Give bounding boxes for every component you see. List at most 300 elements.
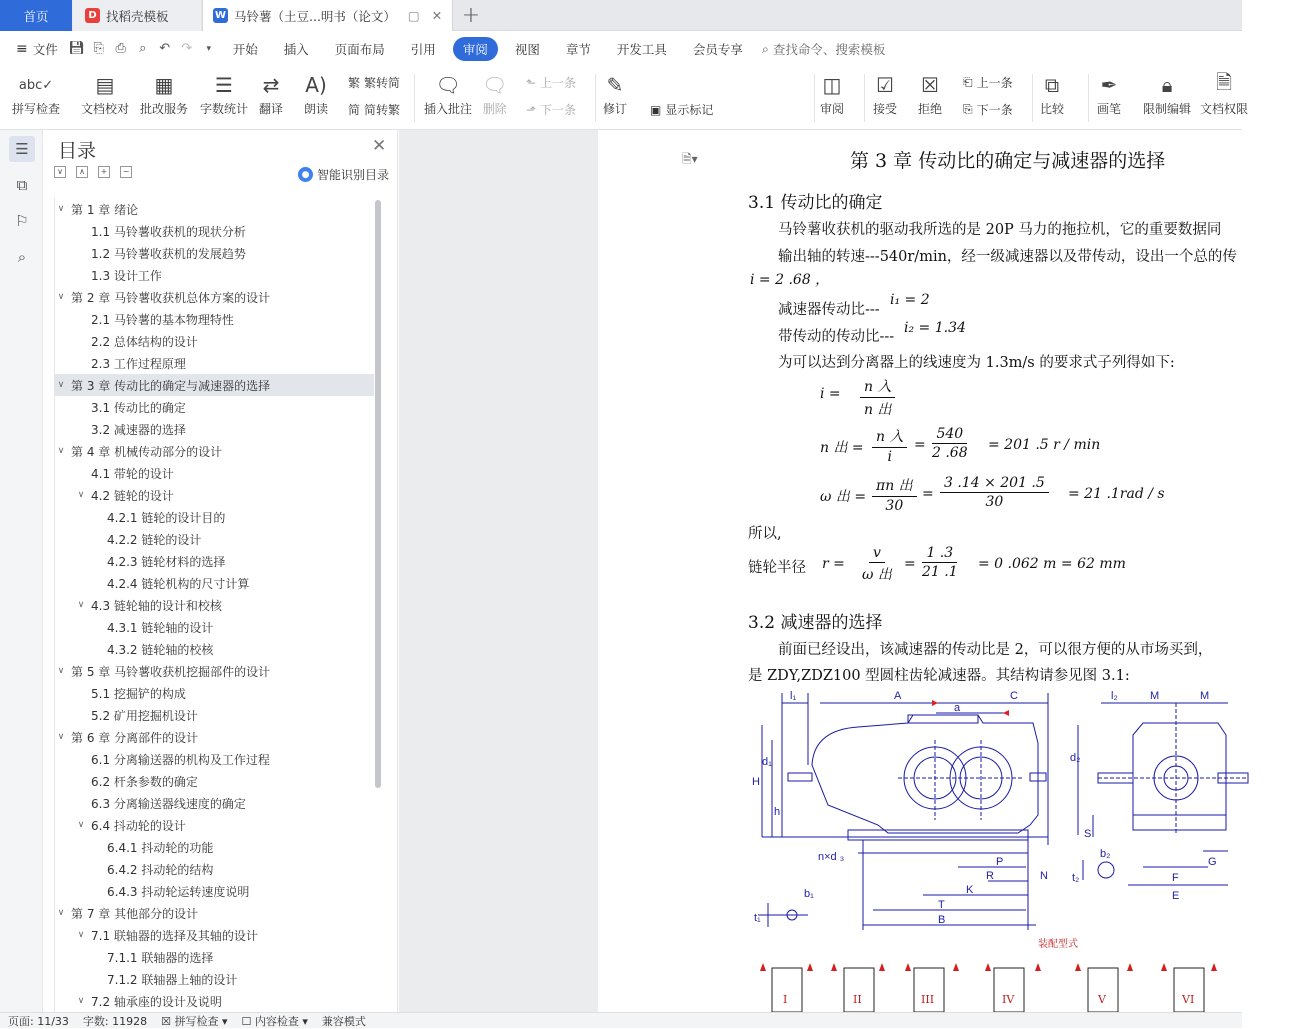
dim-F: F bbox=[1172, 872, 1179, 884]
dim-t1: t₁ bbox=[754, 912, 761, 924]
prev-comment-button[interactable] bbox=[526, 74, 576, 91]
chevron-down-icon[interactable]: ∨ bbox=[77, 820, 85, 830]
file-menu[interactable] bbox=[0, 40, 66, 58]
toc-item[interactable] bbox=[55, 462, 374, 484]
insert-comment-label: 插入批注 bbox=[424, 102, 473, 116]
batch-service-icon: ▦ bbox=[154, 73, 174, 97]
spell-check-button[interactable] bbox=[12, 70, 60, 117]
eq2-lhs: n 出 = bbox=[820, 440, 864, 456]
plus-icon: + bbox=[461, 3, 481, 28]
translate-label: 翻译 bbox=[259, 102, 284, 116]
toc-item-label: 第 4 章 机械传动部分的设计 bbox=[71, 444, 223, 459]
next-change-button[interactable] bbox=[963, 101, 1013, 118]
reject-label: 拒绝 bbox=[918, 102, 943, 116]
tab-template[interactable] bbox=[73, 0, 201, 31]
toc-item[interactable] bbox=[55, 352, 374, 374]
eq4-fraction bbox=[862, 545, 892, 584]
section-heading-3-1: 3.1 传动比的确定 bbox=[748, 193, 883, 213]
ribbon-divider bbox=[1032, 74, 1033, 122]
dim-G: G bbox=[1208, 856, 1217, 868]
toc-panel-icon[interactable]: ☰ bbox=[9, 136, 35, 162]
toc-item[interactable] bbox=[55, 528, 374, 550]
chevron-down-icon[interactable]: ∨ bbox=[77, 996, 85, 1006]
eq3-fraction bbox=[872, 475, 917, 514]
prev-change-button[interactable] bbox=[963, 74, 1013, 91]
show-markup-button[interactable] bbox=[650, 101, 713, 118]
nav-sidebar bbox=[0, 130, 43, 1012]
dim-K: K bbox=[966, 884, 974, 896]
toc-item[interactable] bbox=[55, 550, 374, 572]
dim-h: h bbox=[774, 806, 781, 818]
toc-item[interactable] bbox=[55, 374, 374, 396]
dim-S: S bbox=[1084, 828, 1092, 840]
pen-button[interactable] bbox=[1097, 70, 1121, 117]
checkbox-icon: ☐ bbox=[241, 1014, 255, 1028]
toc-item[interactable] bbox=[55, 682, 374, 704]
toc-item-label: 第 5 章 马铃薯收获机挖掘部件的设计 bbox=[71, 664, 271, 679]
toc-item[interactable] bbox=[55, 770, 374, 792]
redo-icon[interactable]: ↷ bbox=[181, 41, 193, 56]
toc-item[interactable] bbox=[55, 616, 374, 638]
chevron-down-icon[interactable]: ∨ bbox=[57, 908, 65, 918]
ribbon-divider bbox=[414, 74, 415, 122]
toc-item[interactable] bbox=[55, 814, 374, 836]
accept-label: 接受 bbox=[873, 102, 898, 116]
eq4-num: v bbox=[869, 545, 885, 563]
pen-label: 画笔 bbox=[1097, 102, 1122, 116]
dim-b1: b₁ bbox=[804, 888, 814, 900]
chapter-heading: 第 3 章 传动比的确定与减速器的选择 bbox=[850, 150, 1166, 172]
eq2-den: i bbox=[887, 449, 892, 465]
toc-item[interactable] bbox=[55, 198, 374, 220]
paragraph: 马铃薯收获机的驱动我所选的是 20P 马力的拖拉机，它的重要数据同 bbox=[778, 222, 1222, 238]
toc-item-label: 第 6 章 分离部件的设计 bbox=[71, 730, 199, 745]
toc-item-label: 6.4.2 抖动轮的结构 bbox=[107, 862, 214, 877]
eq3-fraction2 bbox=[940, 475, 1049, 510]
restrict-edit-button[interactable] bbox=[1143, 70, 1191, 117]
status-bar bbox=[0, 1012, 1242, 1028]
next-comment-label: 下一条 bbox=[540, 103, 577, 117]
toc-item[interactable] bbox=[55, 396, 374, 418]
chevron-down-icon[interactable]: ∨ bbox=[57, 380, 65, 390]
assembly-V: V bbox=[1098, 993, 1106, 1006]
toc-item[interactable] bbox=[55, 990, 374, 1012]
lock-icon: 🔒︎ bbox=[1161, 73, 1173, 97]
eq4-fraction2 bbox=[922, 545, 958, 580]
dim-b2: b₂ bbox=[1100, 848, 1111, 860]
translate-button[interactable] bbox=[259, 70, 283, 117]
accept-icon: ☑ bbox=[876, 73, 894, 97]
ribbon-divider bbox=[1088, 74, 1089, 122]
chevron-down-icon[interactable]: ∨ bbox=[77, 930, 85, 940]
toc-item-label: 4.2.2 链轮的设计 bbox=[107, 532, 202, 547]
page-indicator[interactable]: 页面: 11/33 bbox=[8, 1014, 69, 1028]
compare-label: 比较 bbox=[1040, 102, 1065, 116]
chevron-down-icon[interactable]: ∨ bbox=[57, 666, 65, 676]
toc-item-label: 7.1 联轴器的选择及其轴的设计 bbox=[91, 928, 258, 943]
tab-document[interactable] bbox=[202, 0, 453, 31]
toc-item-label: 2.1 马铃薯的基本物理特性 bbox=[91, 312, 234, 327]
toc-item-label: 4.2 链轮的设计 bbox=[91, 488, 174, 503]
print-preview-icon[interactable]: ⌕ bbox=[139, 41, 147, 56]
eq3-num2: 3 .14 × 201 .5 bbox=[940, 475, 1049, 493]
radius-label: 链轮半径 bbox=[748, 560, 806, 576]
track-changes-button[interactable] bbox=[603, 70, 627, 117]
search-icon: ⌕ bbox=[761, 40, 769, 56]
to-traditional-button[interactable] bbox=[348, 101, 400, 118]
toc-item[interactable] bbox=[55, 726, 374, 748]
reject-button[interactable] bbox=[918, 70, 942, 117]
reducer-drawing bbox=[748, 685, 1298, 1012]
batch-service-button[interactable] bbox=[140, 70, 188, 117]
remove-heading-icon[interactable]: − bbox=[120, 166, 132, 178]
spell-check-label: 拼写检查 bbox=[12, 102, 61, 116]
dim-t2: t₂ bbox=[1072, 872, 1080, 884]
ribbon-divider bbox=[595, 74, 596, 122]
review-pane-icon: ◫ bbox=[822, 73, 842, 97]
toc-item-label: 6.1 分离输送器的机构及工作过程 bbox=[91, 752, 270, 767]
spell-check-status[interactable]: ☒ 拼写检查 ▾ bbox=[161, 1014, 228, 1028]
assembly-IV: IV bbox=[1002, 993, 1015, 1006]
equation-i2: i₂ = 1.34 bbox=[904, 320, 966, 336]
toc-item[interactable] bbox=[55, 242, 374, 264]
docer-icon: D bbox=[85, 8, 100, 23]
toc-item-label: 4.3.2 链轮轴的校核 bbox=[107, 642, 214, 657]
toc-controls bbox=[54, 166, 132, 178]
tab-home-label: 首页 bbox=[23, 8, 49, 24]
eq2-num: n 入 bbox=[872, 426, 907, 448]
so-text: 所以, bbox=[748, 526, 782, 542]
doc-permission-label: 文档权限 bbox=[1200, 102, 1249, 116]
toc-item-label: 第 1 章 绪论 bbox=[71, 202, 139, 217]
tab-bar bbox=[0, 0, 1242, 31]
eq1-den: n 出 bbox=[864, 402, 892, 418]
compat-mode-status: 兼容模式 bbox=[321, 1014, 366, 1028]
menu-developer[interactable]: 开发工具 bbox=[616, 41, 667, 57]
toc-item[interactable] bbox=[55, 484, 374, 506]
word-count-icon: ☰ bbox=[215, 73, 233, 97]
belt-ratio-label: 带传动的传动比--- bbox=[778, 329, 895, 345]
chevron-down-icon[interactable]: ∨ bbox=[77, 490, 85, 500]
toc-item-label: 3.1 传动比的确定 bbox=[91, 400, 186, 415]
delete-comment-label: 删除 bbox=[482, 102, 507, 116]
tab-template-label: 找稻壳模板 bbox=[106, 8, 169, 24]
to-traditional-label: 简转繁 bbox=[364, 103, 401, 117]
dim-E: E bbox=[1172, 890, 1180, 902]
toc-item-label: 1.3 设计工作 bbox=[91, 268, 162, 283]
dim-T: T bbox=[938, 899, 945, 911]
spell-check-icon: abc✓ bbox=[18, 77, 54, 93]
word-count-button[interactable] bbox=[200, 70, 248, 117]
toc-item[interactable] bbox=[55, 748, 374, 770]
find-icon[interactable]: ⌕ bbox=[17, 248, 27, 266]
eq2-den2: 2 .68 bbox=[932, 445, 968, 461]
prev-comment-icon: ⬑ bbox=[526, 75, 537, 90]
eq3-den2: 30 bbox=[985, 494, 1004, 510]
eq4-num2: 1 .3 bbox=[922, 545, 957, 563]
toc-item-label: 5.2 矿用挖掘机设计 bbox=[91, 708, 198, 723]
delete-comment-button[interactable] bbox=[482, 70, 507, 117]
track-changes-icon: ✎ bbox=[606, 73, 624, 97]
assembly-type-label: 装配型式 bbox=[1038, 939, 1078, 950]
to-simplified-icon: 繁 bbox=[348, 76, 361, 90]
chevron-down-icon[interactable]: ∨ bbox=[57, 446, 65, 456]
hamburger-icon: ≡ bbox=[16, 40, 28, 57]
tab-restore-icon[interactable]: ▢ bbox=[407, 8, 420, 23]
print-icon[interactable]: ⎙ bbox=[115, 41, 126, 56]
equation-i1: i₁ = 2 bbox=[890, 292, 930, 308]
eq2-rhs: = 201 .5 r / min bbox=[988, 437, 1101, 453]
menu-references[interactable]: 引用 bbox=[410, 41, 436, 57]
toc-item-label: 4.2.4 链轮机构的尺寸计算 bbox=[107, 576, 250, 591]
toc-item-label: 5.1 挖掘铲的构成 bbox=[91, 686, 186, 701]
toc-item[interactable] bbox=[55, 638, 374, 660]
toc-item-label: 6.2 杆条参数的确定 bbox=[91, 774, 198, 789]
toc-item[interactable] bbox=[55, 572, 374, 594]
insert-comment-icon: 🗨︎ bbox=[435, 73, 461, 97]
next-change-label: 下一条 bbox=[976, 103, 1013, 117]
eq3-lhs: ω 出 = bbox=[820, 489, 867, 505]
toc-item[interactable] bbox=[55, 418, 374, 440]
eq2-num2: 540 bbox=[932, 426, 967, 444]
paragraph-mark-icon[interactable]: 🗎▾ bbox=[682, 152, 698, 166]
writer-doc-icon: W bbox=[214, 10, 227, 21]
toc-item-label: 4.3 链轮轴的设计和校核 bbox=[91, 598, 222, 613]
tab-home[interactable] bbox=[0, 0, 72, 31]
to-traditional-icon: 简 bbox=[348, 103, 361, 117]
reject-icon: ☒ bbox=[921, 73, 939, 97]
content-check-status[interactable]: ☐ 内容检查 ▾ bbox=[241, 1014, 308, 1028]
checkbox-icon: ☒ bbox=[161, 1014, 175, 1028]
toc-item-label: 6.4.1 抖动轮的功能 bbox=[107, 840, 214, 855]
translate-icon: ⇄ bbox=[262, 73, 280, 97]
toc-item[interactable] bbox=[55, 902, 374, 924]
review-pane-label: 审阅 bbox=[820, 102, 845, 116]
assembly-II: II bbox=[853, 993, 862, 1006]
review-ribbon bbox=[0, 66, 1249, 130]
eq3-num: πn 出 bbox=[872, 475, 917, 497]
dim-d1: d₁ bbox=[762, 756, 772, 768]
eq3-rhs: = 21 .1rad / s bbox=[1068, 486, 1165, 502]
toc-item-label: 2.2 总体结构的设计 bbox=[91, 334, 198, 349]
assembly-III: III bbox=[921, 993, 935, 1006]
toc-item-label: 4.1 带轮的设计 bbox=[91, 466, 174, 481]
dim-R: R bbox=[986, 870, 994, 882]
toc-item-label: 7.2 轴承座的设计及说明 bbox=[91, 994, 222, 1009]
toc-item[interactable] bbox=[55, 264, 374, 286]
delete-comment-icon: 🗨︎ bbox=[482, 73, 508, 97]
toc-scrollbar[interactable] bbox=[375, 200, 381, 788]
menu-bar bbox=[0, 31, 1242, 66]
word-count-label: 字数统计 bbox=[200, 102, 249, 116]
read-aloud-icon: A) bbox=[305, 73, 327, 97]
toc-item-label: 第 7 章 其他部分的设计 bbox=[71, 906, 199, 921]
toc-item[interactable] bbox=[55, 440, 374, 462]
equation-total-ratio: i = 2 .68 ， bbox=[750, 272, 830, 288]
eq4-lhs: r = bbox=[822, 556, 845, 572]
menu-section[interactable]: 章节 bbox=[565, 41, 591, 57]
expand-all-icon[interactable]: ∧ bbox=[76, 166, 88, 178]
doc-proof-button[interactable] bbox=[81, 70, 129, 117]
toc-item-label: 1.2 马铃薯收获机的发展趋势 bbox=[91, 246, 246, 261]
dim-a: a bbox=[954, 702, 961, 714]
paragraph: 输出轴的转速---540r/min，经一级减速器以及带传动，设出一个总的传 bbox=[778, 249, 1237, 265]
toc-item-label: 6.3 分离输送器线速度的确定 bbox=[91, 796, 246, 811]
next-comment-icon: ⬏ bbox=[526, 102, 537, 117]
prev-change-icon: ⎗ bbox=[963, 75, 973, 89]
eq4-mid: = bbox=[904, 556, 916, 572]
toc-item[interactable] bbox=[55, 286, 374, 308]
eq3-den: 30 bbox=[885, 498, 904, 514]
toc-title: 目录 bbox=[58, 140, 97, 162]
dim-M1: M bbox=[1150, 690, 1160, 702]
toc-item[interactable] bbox=[55, 220, 374, 242]
doc-permission-button[interactable] bbox=[1200, 70, 1248, 117]
show-markup-label: 显示标记 bbox=[665, 103, 714, 117]
dim-P: P bbox=[996, 856, 1004, 868]
toc-item[interactable] bbox=[55, 506, 374, 528]
assembly-VI: VI bbox=[1182, 993, 1195, 1006]
dim-A: A bbox=[894, 690, 902, 702]
paragraph: 为可以达到分离器上的线速度为 1.3m/s 的要求式子列得如下: bbox=[778, 355, 1175, 371]
toc-item[interactable] bbox=[55, 968, 374, 990]
to-simplified-label: 繁转简 bbox=[364, 76, 401, 90]
export-pdf-icon[interactable]: ⎘ bbox=[93, 41, 104, 56]
doc-proof-label: 文档校对 bbox=[81, 102, 130, 116]
file-menu-label: 文件 bbox=[32, 41, 58, 57]
eq2-fraction bbox=[872, 426, 907, 465]
assembly-I: I bbox=[783, 993, 788, 1006]
accept-button[interactable] bbox=[873, 70, 897, 117]
eq3-mid: = bbox=[922, 486, 934, 502]
read-aloud-button[interactable] bbox=[304, 70, 328, 117]
toc-item[interactable] bbox=[55, 880, 374, 902]
save-icon[interactable]: 💾︎ bbox=[68, 41, 85, 56]
toc-item-label: 6.4.3 抖动轮运转速度说明 bbox=[107, 884, 250, 899]
eq4-den: ω 出 bbox=[862, 567, 892, 583]
eq4-rhs: = 0 .062 m = 62 mm bbox=[978, 556, 1126, 572]
pen-icon: ✒ bbox=[1100, 73, 1118, 97]
doc-proof-icon: ▤ bbox=[95, 73, 115, 97]
track-changes-label: 修订 bbox=[603, 102, 628, 116]
reducer-ratio-label: 减速器传动比--- bbox=[778, 302, 880, 318]
toc-item[interactable] bbox=[55, 946, 374, 968]
prev-comment-label: 上一条 bbox=[540, 76, 577, 90]
toc-item-label: 3.2 减速器的选择 bbox=[91, 422, 186, 437]
menu-review[interactable]: 审阅 bbox=[453, 37, 498, 61]
menu-layout[interactable]: 页面布局 bbox=[334, 41, 385, 57]
toc-item-label: 4.3.1 链轮轴的设计 bbox=[107, 620, 214, 635]
dim-l1: l₁ bbox=[790, 690, 797, 702]
toc-item-label: 6.4 抖动轮的设计 bbox=[91, 818, 186, 833]
section-heading-3-2: 3.2 减速器的选择 bbox=[748, 613, 883, 633]
smart-toc-button[interactable] bbox=[298, 166, 389, 183]
dim-d2: d₂ bbox=[1070, 752, 1081, 764]
toc-item[interactable] bbox=[55, 858, 374, 880]
toc-item[interactable] bbox=[55, 308, 374, 330]
eq1-lhs: i = bbox=[820, 386, 841, 402]
toc-item[interactable] bbox=[55, 792, 374, 814]
eq1-num: n 入 bbox=[860, 376, 895, 398]
command-search[interactable] bbox=[756, 40, 886, 58]
menu-start[interactable]: 开始 bbox=[232, 41, 258, 57]
chevron-down-icon[interactable]: ∨ bbox=[77, 600, 85, 610]
bookmark-icon[interactable]: ⚐ bbox=[15, 212, 29, 230]
toc-item[interactable] bbox=[55, 836, 374, 858]
chevron-down-icon[interactable]: ∨ bbox=[57, 732, 65, 742]
toc-item[interactable] bbox=[55, 330, 374, 352]
toc-item-label: 4.2.1 链轮的设计目的 bbox=[107, 510, 226, 525]
compare-button[interactable] bbox=[1040, 70, 1064, 117]
chapter-nav-icon[interactable]: ⧉ bbox=[16, 176, 28, 194]
restrict-edit-label: 限制编辑 bbox=[1143, 102, 1192, 116]
toc-item[interactable] bbox=[55, 704, 374, 726]
to-simplified-button[interactable] bbox=[348, 74, 400, 91]
dim-C: C bbox=[1010, 690, 1018, 702]
chevron-down-icon[interactable]: ∨ bbox=[57, 204, 65, 214]
menu-insert[interactable]: 插入 bbox=[283, 41, 309, 57]
ribbon-divider bbox=[864, 74, 865, 122]
eq4-den2: 21 .1 bbox=[922, 564, 958, 580]
toc-item-label: 2.3 工作过程原理 bbox=[91, 356, 186, 371]
next-comment-button[interactable] bbox=[526, 101, 576, 118]
toc-item[interactable] bbox=[55, 924, 374, 946]
undo-icon[interactable]: ↶ bbox=[159, 41, 171, 56]
word-count-indicator[interactable]: 字数: 11928 bbox=[82, 1014, 148, 1028]
toc-item-label: 第 2 章 马铃薯收获机总体方案的设计 bbox=[71, 290, 271, 305]
prev-change-label: 上一条 bbox=[976, 76, 1013, 90]
chevron-down-icon[interactable]: ∨ bbox=[57, 292, 65, 302]
menu-member[interactable]: 会员专享 bbox=[692, 41, 743, 57]
spell-check-status-label: 拼写检查 bbox=[174, 1014, 219, 1028]
eq2-fraction2 bbox=[932, 426, 968, 461]
quick-access-dropdown-icon[interactable]: ▾ bbox=[206, 43, 212, 54]
tab-close-icon[interactable]: ✕ bbox=[431, 8, 443, 23]
show-markup-icon: ▣ bbox=[650, 102, 662, 117]
doc-permission-icon: 🗎 bbox=[1215, 70, 1233, 94]
command-search-text: 查找命令、搜索模板 bbox=[772, 41, 886, 57]
batch-service-label: 批改服务 bbox=[140, 102, 189, 116]
read-aloud-label: 朗读 bbox=[304, 102, 329, 116]
smart-toc-label: 智能识别目录 bbox=[317, 168, 390, 182]
toc-item-label: 7.1.1 联轴器的选择 bbox=[107, 950, 214, 965]
content-check-status-label: 内容检查 bbox=[254, 1014, 299, 1028]
toc-item[interactable] bbox=[55, 660, 374, 682]
add-heading-icon[interactable]: + bbox=[98, 166, 110, 178]
review-pane-button[interactable] bbox=[820, 70, 844, 117]
paragraph: 前面已经设出，该减速器的传动比是 2，可以很方便的从市场买到， bbox=[778, 642, 1213, 658]
dim-n-d3: n×d ₃ bbox=[818, 851, 845, 863]
paragraph: 是 ZDY,ZDZ100 型圆柱齿轮减速器。其结构请参见图 3.1: bbox=[748, 668, 1130, 684]
menu-view[interactable]: 视图 bbox=[514, 41, 540, 57]
insert-comment-button[interactable] bbox=[424, 70, 472, 117]
dim-M2: M bbox=[1200, 690, 1210, 702]
collapse-all-icon[interactable]: ∨ bbox=[54, 166, 66, 178]
toc-item-label: 1.1 马铃薯收获机的现状分析 bbox=[91, 224, 246, 239]
close-icon[interactable]: ✕ bbox=[372, 136, 387, 156]
toc-panel bbox=[44, 130, 398, 1012]
ribbon-divider bbox=[814, 74, 815, 122]
dim-H: H bbox=[752, 776, 760, 788]
dim-N: N bbox=[1040, 870, 1048, 882]
new-tab-button[interactable] bbox=[456, 0, 486, 31]
toc-item-label: 7.1.2 联轴器上轴的设计 bbox=[107, 972, 238, 987]
document-page[interactable] bbox=[598, 130, 1298, 1012]
toc-item[interactable] bbox=[55, 594, 374, 616]
smart-toc-icon: ● bbox=[298, 167, 313, 182]
tab-document-label: 马铃薯（土豆...明书（论文） bbox=[234, 8, 396, 24]
toc-item-label: 4.2.3 链轮材料的选择 bbox=[107, 554, 226, 569]
